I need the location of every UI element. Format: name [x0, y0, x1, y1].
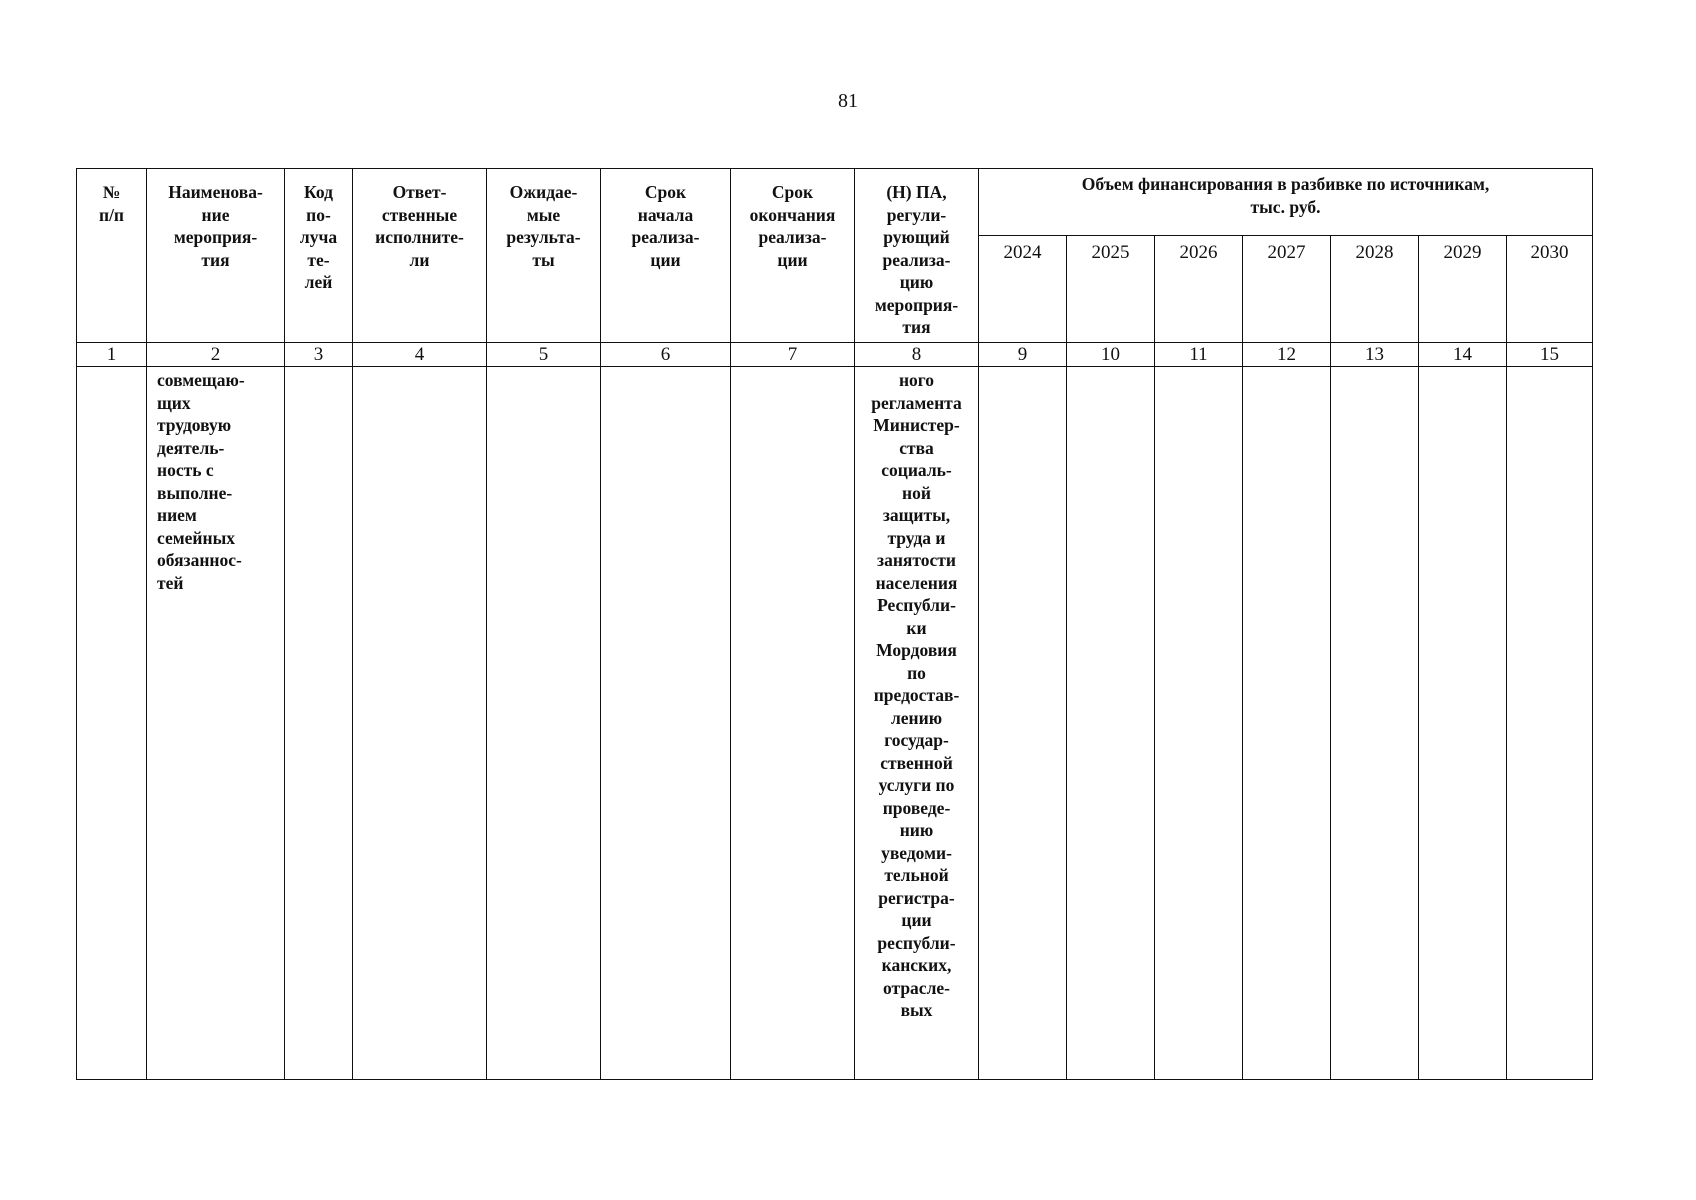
- year-2030: 2030: [1507, 236, 1593, 343]
- column-number: 1: [77, 343, 147, 367]
- column-number: 13: [1331, 343, 1419, 367]
- column-number: 8: [855, 343, 979, 367]
- year-2027: 2027: [1243, 236, 1331, 343]
- header-code: Код по- луча те- лей: [285, 169, 353, 343]
- header-num: № п/п: [77, 169, 147, 343]
- cell-2025: [1067, 367, 1155, 1080]
- column-number: 10: [1067, 343, 1155, 367]
- column-number: 7: [731, 343, 855, 367]
- column-number-row: [77, 343, 1593, 367]
- financing-table: [76, 168, 1593, 1080]
- header-npa: (Н) ПА, регули- рующий реализа- цию мероприя- тия: [855, 169, 979, 343]
- column-number: 12: [1243, 343, 1331, 367]
- page-number: 81: [838, 90, 858, 112]
- year-2026: 2026: [1155, 236, 1243, 343]
- cell-2030: [1507, 367, 1593, 1080]
- year-2025: 2025: [1067, 236, 1155, 343]
- cell-2024: [979, 367, 1067, 1080]
- cell-measure-name: совмещаю- щих трудовую деятель- ность с выполне- нием семейных обязаннос- тей: [147, 367, 285, 1080]
- column-number: 5: [487, 343, 601, 367]
- column-number: 6: [601, 343, 731, 367]
- header-end: Срок окончания реализа- ции: [731, 169, 855, 343]
- year-2028: 2028: [1331, 236, 1419, 343]
- column-number: 14: [1419, 343, 1507, 367]
- column-number: 4: [353, 343, 487, 367]
- column-number: 9: [979, 343, 1067, 367]
- header-name: Наименова- ние мероприя- тия: [147, 169, 285, 343]
- year-2029: 2029: [1419, 236, 1507, 343]
- cell-start: [601, 367, 731, 1080]
- column-number: 11: [1155, 343, 1243, 367]
- table-row: [77, 367, 1593, 1080]
- cell-results: [487, 367, 601, 1080]
- header-row-top: [77, 169, 1593, 236]
- cell-npa: ного регламента Министер- ства социаль- ной защиты, труда и занятости населения Республи- ки Мордовия по предостав- лению государ- ственной услуги по проведе- нию уведоми- тельной регистра- ции республи- канских, отрасле- вых: [855, 367, 979, 1080]
- cell-2028: [1331, 367, 1419, 1080]
- year-2024: 2024: [979, 236, 1067, 343]
- header-start: Срок начала реализа- ции: [601, 169, 731, 343]
- cell-responsible: [353, 367, 487, 1080]
- column-number: 2: [147, 343, 285, 367]
- column-number: 15: [1507, 343, 1593, 367]
- header-financing: Объем финансирования в разбивке по источникам, тыс. руб.: [979, 169, 1593, 236]
- header-results: Ожидае- мые результа- ты: [487, 169, 601, 343]
- header-responsible: Ответ- ственные исполните- ли: [353, 169, 487, 343]
- cell-2026: [1155, 367, 1243, 1080]
- cell-2029: [1419, 367, 1507, 1080]
- cell-end: [731, 367, 855, 1080]
- column-number: 3: [285, 343, 353, 367]
- cell-num: [77, 367, 147, 1080]
- cell-code: [285, 367, 353, 1080]
- cell-2027: [1243, 367, 1331, 1080]
